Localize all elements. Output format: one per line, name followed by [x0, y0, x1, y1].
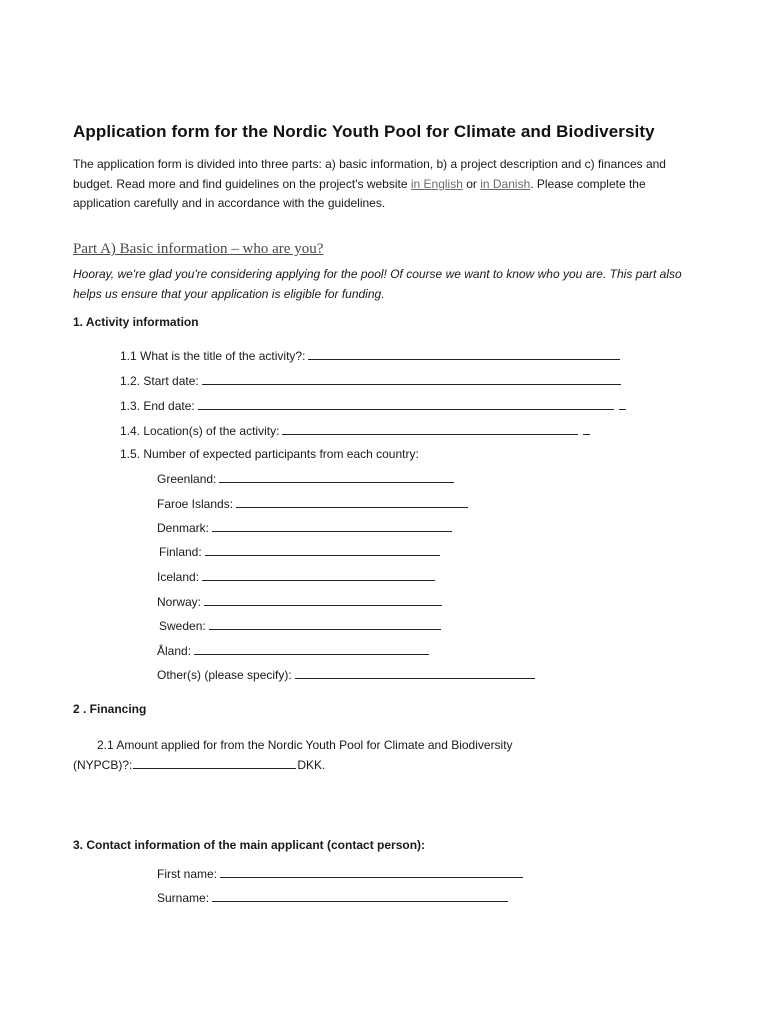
sweden-input[interactable] — [209, 618, 441, 630]
denmark-input[interactable] — [212, 520, 452, 532]
document-title: Application form for the Nordic Youth Pool for Climate and Biodiversity — [73, 122, 655, 141]
end-date-tail — [619, 398, 626, 410]
country-norway — [157, 594, 442, 609]
field-label: 1.1 What is the title of the activity?: — [120, 349, 306, 363]
field-label: 1.3. End date: — [120, 399, 195, 413]
field-amount-line1: 2.1 Amount applied for from the Nordic Youth Pool for Climate and Biodiversity — [97, 738, 513, 752]
field-label: 1.2. Start date: — [120, 374, 199, 388]
location-input[interactable] — [282, 423, 578, 435]
field-label: Denmark: — [157, 521, 210, 535]
field-label: Åland: — [157, 644, 192, 658]
location-tail — [583, 423, 590, 435]
country-iceland — [157, 569, 435, 584]
field-label: First name: — [157, 867, 218, 881]
greenland-input[interactable] — [219, 471, 454, 483]
aland-input[interactable] — [194, 643, 429, 655]
start-date-input[interactable] — [202, 373, 621, 385]
currency-label: DKK. — [297, 758, 326, 772]
field-start-date — [120, 373, 621, 388]
field-surname — [157, 890, 508, 905]
section-1-heading: 1. Activity information — [73, 315, 199, 329]
country-faroe-islands — [157, 496, 468, 511]
activity-title-input[interactable] — [308, 348, 620, 360]
field-label: Other(s) (please specify): — [157, 668, 292, 682]
field-participants: 1.5. Number of expected participants from each country: — [120, 447, 419, 461]
norway-input[interactable] — [204, 594, 442, 606]
field-label: 1.4. Location(s) of the activity: — [120, 424, 280, 438]
link-english[interactable]: in English — [410, 176, 463, 191]
country-sweden — [159, 618, 441, 633]
end-date-input[interactable] — [198, 398, 614, 410]
section-2-heading: 2 . Financing — [73, 702, 147, 716]
field-label: Greenland: — [157, 472, 217, 486]
field-activity-title — [120, 348, 620, 363]
surname-input[interactable] — [212, 890, 508, 902]
field-label: Iceland: — [157, 570, 200, 584]
amount-input[interactable] — [133, 757, 296, 769]
finland-input[interactable] — [205, 544, 440, 556]
intro-text-1: The application form is divided into three parts: a) basic information, b) a project description and c) finances and budget. Read more and find guidelines on the project's website — [73, 157, 666, 191]
intro-text-2: . Please complete the application carefully and in accordance with the guidelines. — [73, 176, 646, 210]
field-label: Sweden: — [159, 619, 206, 633]
country-greenland — [157, 471, 454, 486]
part-a-heading: Part A) Basic information – who are you? — [73, 241, 324, 257]
field-end-date — [120, 398, 626, 413]
field-label: Norway: — [157, 595, 202, 609]
country-aland — [157, 643, 429, 658]
field-location — [120, 423, 590, 438]
iceland-input[interactable] — [202, 569, 435, 581]
intro-or: or — [462, 176, 481, 191]
field-amount-line2 — [73, 757, 325, 772]
link-danish[interactable]: in Danish — [480, 176, 531, 191]
field-label: (NYPCB)?: — [73, 758, 133, 772]
others-input[interactable] — [295, 667, 535, 679]
faroe-islands-input[interactable] — [236, 496, 468, 508]
country-finland — [159, 544, 440, 559]
country-others — [157, 667, 535, 682]
field-label: Finland: — [159, 545, 202, 559]
part-a-intro: Hooray, we're glad you're considering applying for the pool! Of course we want to know who you are. This part also helps us ensure that your application is eligible for funding. — [73, 267, 682, 301]
field-label: Faroe Islands: — [157, 497, 234, 511]
field-label: Surname: — [157, 891, 210, 905]
country-denmark — [157, 520, 452, 535]
intro-paragraph — [73, 155, 698, 214]
first-name-input[interactable] — [220, 866, 523, 878]
field-first-name — [157, 866, 523, 881]
section-3-heading: 3. Contact information of the main applicant (contact person): — [73, 838, 426, 852]
